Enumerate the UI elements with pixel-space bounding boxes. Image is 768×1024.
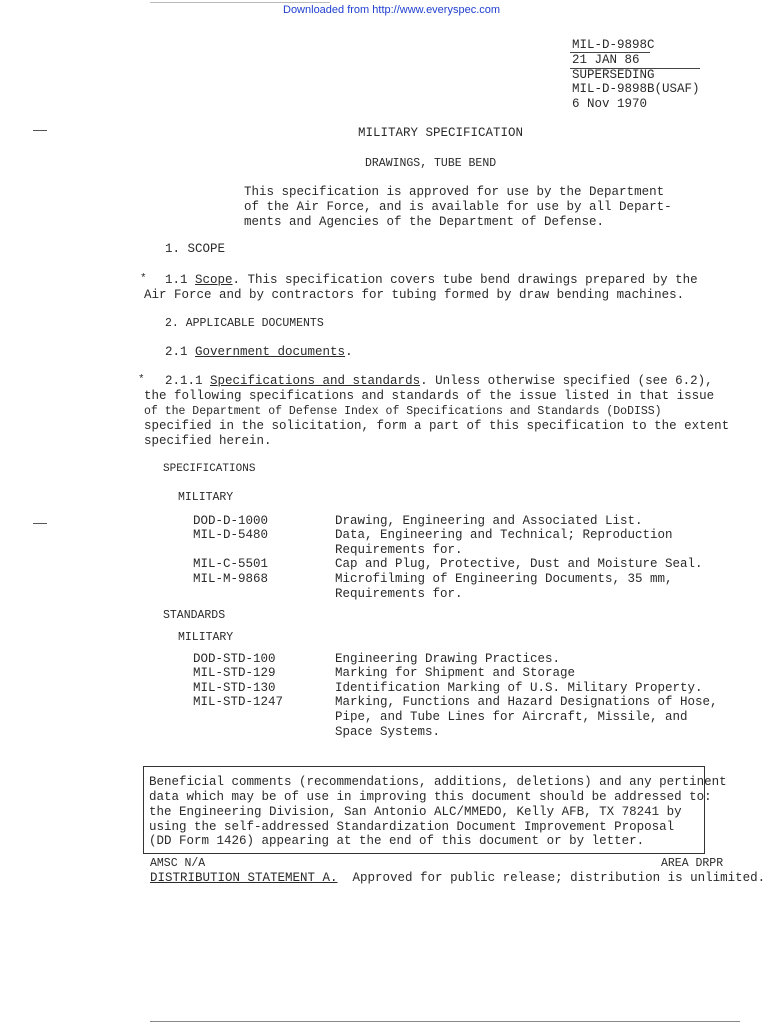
std-desc: Pipe, and Tube Lines for Aircraft, Missile, and <box>335 710 688 724</box>
section-number: 2.1.1 <box>165 374 203 388</box>
header-rule-1 <box>570 52 650 53</box>
section-1-1-line-2: Air Force and by contractors for tubing formed by draw bending machines. <box>144 288 685 302</box>
comment-line: Beneficial comments (recommendations, additions, deletions) and any pertinent <box>149 775 727 789</box>
bottom-scan-edge <box>150 1021 740 1022</box>
approval-line: ments and Agencies of the Department of Defense. <box>244 215 605 229</box>
section-1-1-line-1 <box>165 273 698 288</box>
doc-id: MIL-D-9898C <box>572 38 655 52</box>
standards-subheading: MILITARY <box>178 631 234 644</box>
section-text: . Unless otherwise specified (see 6.2), <box>420 374 713 388</box>
change-mark: * <box>138 374 145 386</box>
comment-line: (DD Form 1426) appearing at the end of this document or by letter. <box>149 834 645 848</box>
std-desc: Space Systems. <box>335 725 441 739</box>
spec-desc: Cap and Plug, Protective, Dust and Moisture Seal. <box>335 557 703 571</box>
section-title: Government documents <box>195 345 346 359</box>
std-desc: Marking, Functions and Hazard Designations of Hose, <box>335 695 718 709</box>
section-1-heading: 1. SCOPE <box>165 242 226 256</box>
document-subtitle: DRAWINGS, TUBE BEND <box>365 157 497 170</box>
section-title: Scope <box>195 273 233 287</box>
std-desc: Marking for Shipment and Storage <box>335 666 576 680</box>
doc-date: 21 JAN 86 <box>572 53 640 67</box>
area-label: AREA DRPR <box>661 857 724 870</box>
section-2-1-1-line: specified herein. <box>144 434 272 448</box>
approval-line: of the Air Force, and is available for use by all Depart- <box>244 200 672 214</box>
section-2-1 <box>165 345 353 360</box>
change-mark: * <box>140 273 147 285</box>
spec-code: DOD-D-1000 <box>193 514 269 528</box>
section-period: . <box>345 345 353 359</box>
std-desc: Identification Marking of U.S. Military Property. <box>335 681 703 695</box>
superseded-date: 6 Nov 1970 <box>572 97 648 111</box>
std-code: DOD-STD-100 <box>193 652 276 666</box>
standards-heading: STANDARDS <box>163 609 226 622</box>
specifications-heading: SPECIFICATIONS <box>163 463 256 475</box>
section-text: . This specification covers tube bend drawings prepared by the <box>232 273 698 287</box>
distribution-text: Approved for public release; distribution is unlimited. <box>352 871 766 885</box>
std-desc: Engineering Drawing Practices. <box>335 652 561 666</box>
superseded-doc: MIL-D-9898B(USAF) <box>572 82 700 96</box>
section-2-1-1-line: the following specifications and standards of the issue listed in that issue <box>144 389 715 403</box>
spec-desc: Drawing, Engineering and Associated List. <box>335 514 643 528</box>
specifications-subheading: MILITARY <box>178 491 234 504</box>
distribution-statement <box>150 871 765 886</box>
section-number: 1.1 <box>165 273 188 287</box>
section-number: 2.1 <box>165 345 188 359</box>
comment-line: using the self-addressed Standardization Document Improvement Proposal <box>149 820 675 834</box>
section-2-heading: 2. APPLICABLE DOCUMENTS <box>165 317 324 330</box>
spec-desc: Requirements for. <box>335 587 463 601</box>
document-title: MILITARY SPECIFICATION <box>358 126 524 140</box>
section-2-1-1-line: of the Department of Defense Index of Specifications and Standards (DoDISS) <box>144 405 662 418</box>
spec-code: MIL-M-9868 <box>193 572 269 586</box>
approval-line: This specification is approved for use by the Department <box>244 185 665 199</box>
std-code: MIL-STD-130 <box>193 681 276 695</box>
amsc-label: AMSC N/A <box>150 857 206 870</box>
comment-line: data which may be of use in improving this document should be addressed to: <box>149 790 712 804</box>
spec-code: MIL-C-5501 <box>193 557 269 571</box>
spec-desc: Microfilming of Engineering Documents, 35 mm, <box>335 572 673 586</box>
download-link[interactable]: Downloaded from http://www.everyspec.com <box>283 4 501 16</box>
spec-desc: Data, Engineering and Technical; Reproduction <box>335 528 673 542</box>
std-code: MIL-STD-1247 <box>193 695 284 709</box>
section-2-1-1-line-1 <box>165 374 713 389</box>
comment-box <box>143 766 727 854</box>
margin-mark-1 <box>33 130 47 131</box>
superseding-label: SUPERSEDING <box>572 68 655 82</box>
spec-desc: Requirements for. <box>335 543 463 557</box>
margin-mark-2 <box>33 523 47 524</box>
comment-line: the Engineering Division, San Antonio ALC/MMEDO, Kelly AFB, TX 78241 by <box>149 805 682 819</box>
distribution-label: DISTRIBUTION STATEMENT A. <box>150 871 338 885</box>
std-code: MIL-STD-129 <box>193 666 276 680</box>
section-2-1-1-line: specified in the solicitation, form a part of this specification to the extent <box>144 419 730 433</box>
section-title: Specifications and standards <box>210 374 421 388</box>
spec-code: MIL-D-5480 <box>193 528 269 542</box>
